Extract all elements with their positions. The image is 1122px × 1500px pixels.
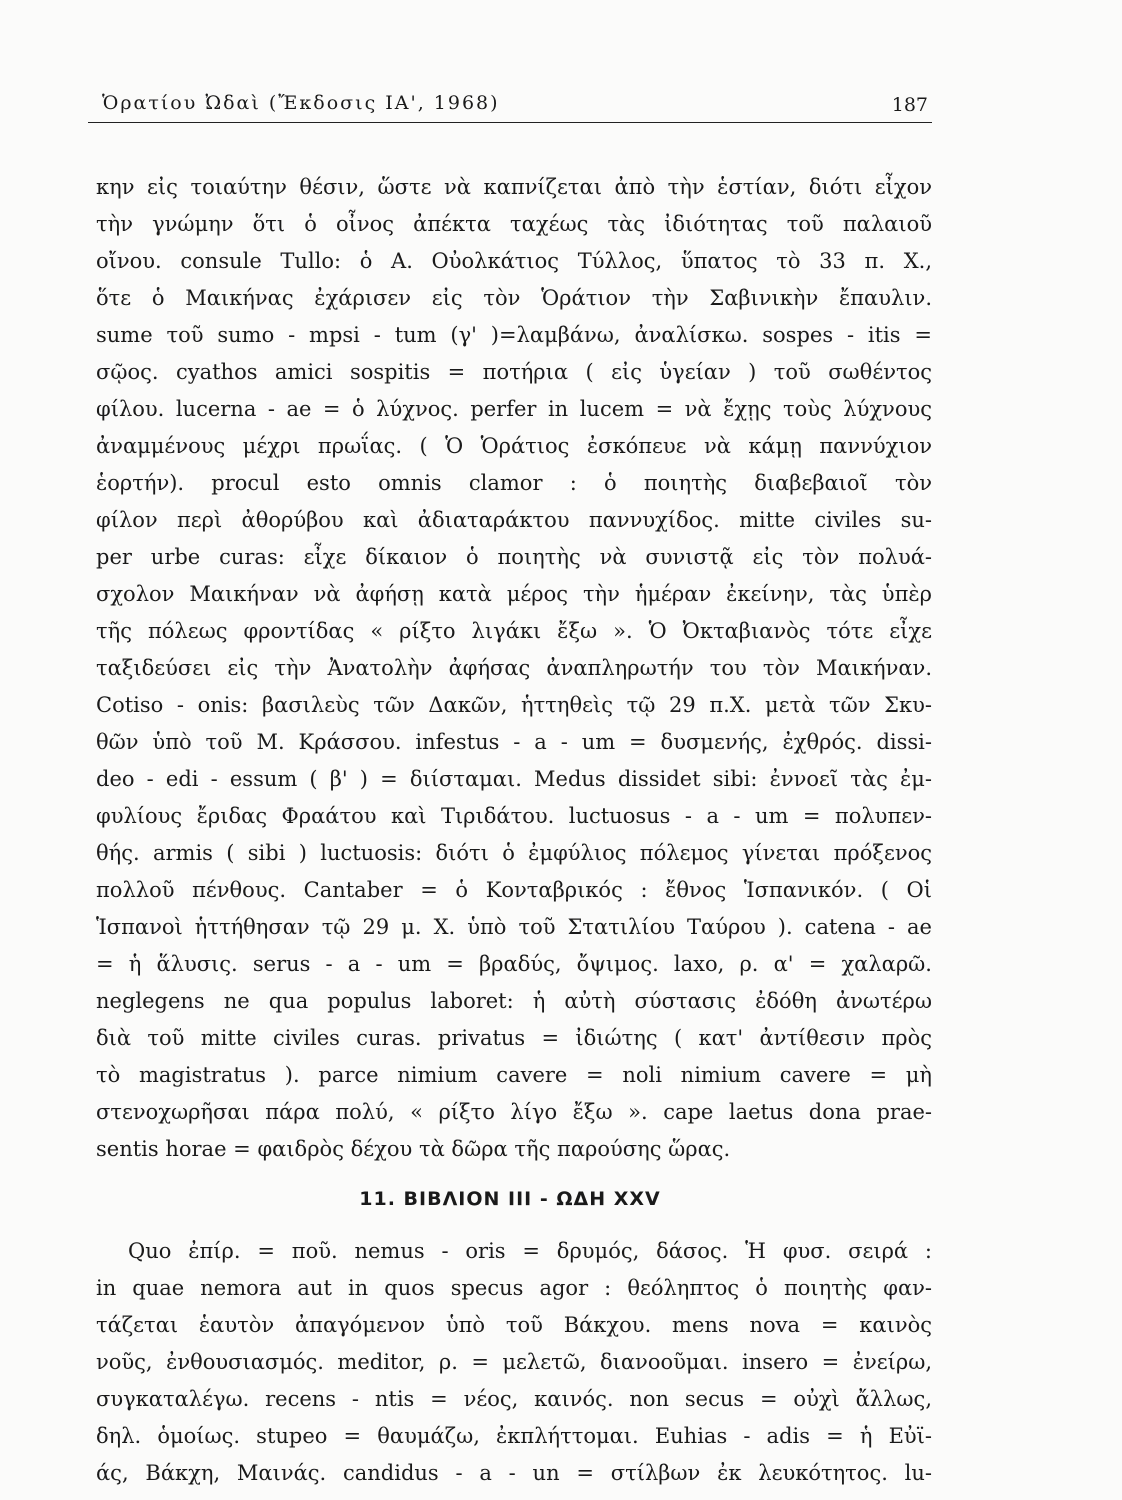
- text-line: δηλ. ὁμοίως. stupeo = θαυμάζω, ἐκπλήττομαι. Euhias - adis = ἡ Εὐϊ-: [96, 1424, 932, 1448]
- text-line: neglegens ne qua populus laboret: ἡ αὐτὴ σύστασις ἐδόθη ἀνωτέρω: [96, 989, 932, 1013]
- text-line: συγκαταλέγω. recens - ntis = νέος, καινός. non secus = οὐχὶ ἄλλως,: [96, 1387, 932, 1411]
- section-heading: 11. ΒΙΒΛΙΟΝ ΙΙΙ - ΩΔΗ XXV: [359, 1188, 661, 1210]
- text-line: deo - edi - essum ( β' ) = διίσταμαι. Medus dissidet sibi: ἐννοεῖ τὰς ἐμ-: [96, 767, 932, 791]
- text-line: ταξιδεύσει εἰς τὴν Ἀνατολὴν ἀφήσας ἀναπληρωτήν του τὸν Μαικήναν.: [96, 656, 932, 680]
- text-line: στενοχωρῆσαι πάρα πολύ, « ρίξτο λίγο ἔξω ». cape laetus dona prae-: [96, 1100, 932, 1124]
- text-line: τὴν γνώμην ὅτι ὁ οἶνος ἀπέκτα ταχέως τὰς ἰδιότητας τοῦ παλαιοῦ: [96, 212, 932, 236]
- text-line: διὰ τοῦ mitte civiles curas. privatus = ἰδιώτης ( κατ' ἀντίθεσιν πρὸς: [96, 1026, 932, 1050]
- text-line: Quo ἐπίρ. = ποῦ. nemus - oris = δρυμός, δάσος. Ἡ φυσ. σειρά :: [128, 1239, 932, 1263]
- text-line: ὅτε ὁ Μαικήνας ἐχάρισεν εἰς τὸν Ὁράτιον τὴν Σαβινικὴν ἔπαυλιν.: [96, 286, 932, 310]
- text-line: θής. armis ( sibi ) luctuosis: διότι ὁ ἐμφύλιος πόλεμος γίνεται πρόξενος: [96, 841, 932, 865]
- text-line: σῷος. cyathos amici sospitis = ποτήρια ( εἰς ὑγείαν ) τοῦ σωθέντος: [96, 360, 932, 384]
- running-title: Ὁρατίου Ὠδαὶ (Ἔκδοσις ΙΑ', 1968): [102, 92, 500, 114]
- text-line: in quae nemora aut in quos specus agor : θεόληπτος ὁ ποιητὴς φαν-: [96, 1276, 932, 1300]
- text-line: πολλοῦ πένθους. Cantaber = ὁ Κονταβρικός : ἔθνος Ἱσπανικόν. ( Οἱ: [96, 878, 932, 902]
- text-line: φίλου. lucerna - ae = ὁ λύχνος. perfer in lucem = νὰ ἔχῃς τοὺς λύχνους: [96, 397, 932, 421]
- text-line: φυλίους ἔριδας Φραάτου καὶ Τιριδάτου. luctuosus - a - um = πολυπεν-: [96, 804, 932, 828]
- text-line: τῆς πόλεως φροντίδας « ρίξτο λιγάκι ἔξω ». Ὁ Ὀκταβιανὸς τότε εἶχε: [96, 619, 932, 643]
- running-header: [88, 92, 932, 123]
- text-line: θῶν ὑπὸ τοῦ Μ. Κράσσου. infestus - a - um = δυσμενής, ἐχθρός. dissi-: [96, 730, 932, 754]
- text-line: sentis horae = φαιδρὸς δέχου τὰ δῶρα τῆς παρούσης ὥρας.: [96, 1137, 731, 1161]
- text-line: νοῦς, ἐνθουσιασμός. meditor, ρ. = μελετῶ, διανοοῦμαι. insero = ἐνείρω,: [96, 1350, 932, 1374]
- text-line: Cotiso - onis: βασιλεὺς τῶν Δακῶν, ἡττηθεὶς τῷ 29 π.Χ. μετὰ τῶν Σκυ-: [96, 693, 932, 717]
- text-line: τάζεται ἑαυτὸν ἀπαγόμενον ὑπὸ τοῦ Βάκχου. mens nova = καινὸς: [96, 1313, 932, 1337]
- text-line: τὸ magistratus ). parce nimium cavere = noli nimium cavere = μὴ: [96, 1063, 932, 1087]
- text-line: Ἱσπανοὶ ἡττήθησαν τῷ 29 μ. Χ. ὑπὸ τοῦ Στατιλίου Ταύρου ). catena - ae: [96, 915, 932, 939]
- text-line: φίλον περὶ ἀθορύβου καὶ ἀδιαταράκτου παννυχίδος. mitte civiles su-: [96, 508, 932, 532]
- text-line: sume τοῦ sumo - mpsi - tum (γ' )=λαμβάνω, ἀναλίσκω. sospes - itis =: [96, 323, 932, 347]
- text-line: = ἡ ἅλυσις. serus - a - um = βραδύς, ὄψιμος. laxo, ρ. α' = χαλαρῶ.: [96, 952, 932, 976]
- text-line: per urbe curas: εἶχε δίκαιον ὁ ποιητὴς νὰ συνιστᾷ εἰς τὸν πολυά-: [96, 545, 932, 569]
- text-line: οἴνου. consule Tullo: ὁ Α. Οὐολκάτιος Τύλλος, ὕπατος τὸ 33 π. Χ.,: [96, 249, 932, 273]
- page-number: 187: [891, 94, 928, 116]
- text-line: σχολον Μαικήναν νὰ ἀφήσῃ κατὰ μέρος τὴν ἡμέραν ἐκείνην, τὰς ὑπὲρ: [96, 582, 932, 606]
- text-line: άς, Βάκχη, Μαινάς. candidus - a - un = στίλβων ἐκ λευκότητος. lu-: [96, 1461, 932, 1485]
- text-line: κην εἰς τοιαύτην θέσιν, ὥστε νὰ καπνίζεται ἀπὸ τὴν ἑστίαν, διότι εἶχον: [96, 175, 932, 199]
- text-line: ἑορτήν). procul esto omnis clamor : ὁ ποιητὴς διαβεβαιοῖ τὸν: [96, 471, 932, 495]
- text-line: ἀναμμένους μέχρι πρωΐας. ( Ὁ Ὁράτιος ἐσκόπευε νὰ κάμῃ παννύχιον: [96, 434, 932, 458]
